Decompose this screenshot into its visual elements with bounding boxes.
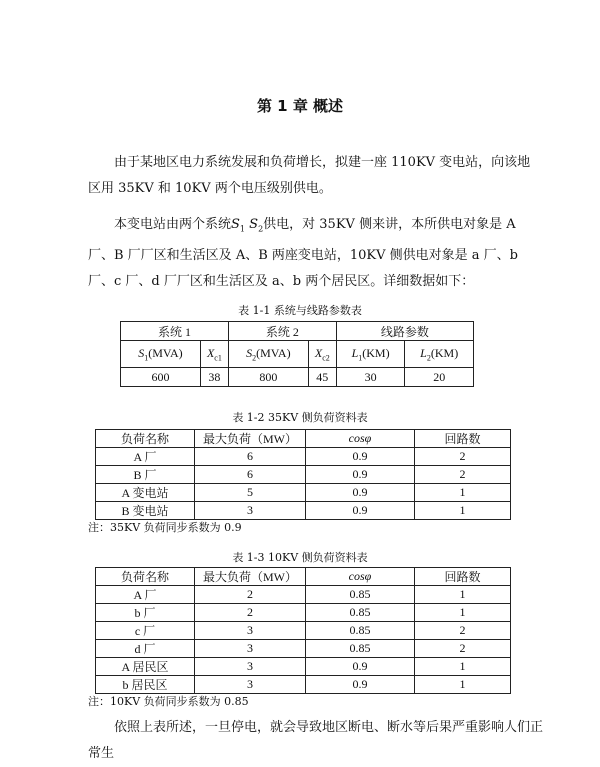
table-10kv-loads: [95, 567, 511, 694]
table-cell: 2: [415, 640, 511, 658]
table-cell: 1: [415, 586, 511, 604]
table1-header-row: [121, 341, 474, 368]
h-sym: S: [246, 345, 253, 360]
table-cell: 0.9: [306, 448, 415, 466]
table-cell: 6: [195, 466, 306, 484]
table-cell: 0.85: [306, 622, 415, 640]
h-sub: 2: [426, 353, 431, 363]
table-row: [96, 640, 511, 658]
table-cell: d 厂: [96, 640, 195, 658]
table-cell: 1: [415, 502, 511, 520]
table3-header: 负荷名称: [96, 568, 195, 586]
table-cell: c 厂: [96, 622, 195, 640]
h-sym: L: [420, 345, 427, 360]
table1-cell: 800: [228, 368, 308, 387]
chapter-title: 第 1 章 概述: [256, 97, 344, 115]
table2-header: 回路数: [415, 430, 511, 448]
paragraph-1-text: 由于某地区电力系统发展和负荷增长，拟建一座 110KV 变电站，向该地区用 35KV 和 10KV 两个电压级别供电。: [88, 155, 531, 196]
table-cell: 3: [195, 658, 306, 676]
table1-header: [121, 341, 201, 368]
p2-s1-symbol: S: [231, 217, 240, 232]
table3-header: 回路数: [415, 568, 511, 586]
table3-body: [96, 586, 511, 694]
h-sub: 1: [358, 353, 363, 363]
table1-header: [228, 341, 308, 368]
table-cell: 0.85: [306, 586, 415, 604]
table-cell: 2: [195, 586, 306, 604]
table-cell: 6: [195, 448, 306, 466]
table-cell: 2: [415, 466, 511, 484]
p2-s2-symbol: S: [249, 217, 259, 232]
h-unit: (KM): [430, 345, 459, 360]
h-unit: (MVA): [148, 345, 183, 360]
table-cell: A 变电站: [96, 484, 195, 502]
table-cell: 3: [195, 676, 306, 694]
h-sym: X: [206, 345, 215, 360]
p2-s1-sub: 1: [239, 224, 246, 234]
table-cell: B 厂: [96, 466, 195, 484]
table2-header: 负荷名称: [96, 430, 195, 448]
table2-body: [96, 448, 511, 520]
table-row: [96, 658, 511, 676]
table-cell: 0.85: [306, 604, 415, 622]
table3-header: 最大负荷（MW）: [195, 568, 306, 586]
table1-header: [200, 341, 228, 368]
table-row: [96, 484, 511, 502]
table2-header: cosφ: [306, 430, 415, 448]
p2-lead: 本变电站由两个系统: [114, 217, 232, 232]
table1-cell: 38: [200, 368, 228, 387]
p2-s2-sub: 2: [258, 224, 264, 234]
table1-header: [405, 341, 474, 368]
paragraph-2: [88, 212, 543, 295]
table2-header-row: [96, 430, 511, 448]
table1-header: [336, 341, 405, 368]
h-sub: 2: [252, 353, 257, 363]
table-row: [96, 586, 511, 604]
h-sub: 1: [144, 353, 149, 363]
table1-caption: 表 1-1 系统与线路参数表: [238, 304, 362, 317]
table1-value-row: [121, 368, 474, 387]
table-cell: 3: [195, 622, 306, 640]
table-cell: A 居民区: [96, 658, 195, 676]
table-35kv-loads: [95, 429, 511, 520]
table-cell: B 变电站: [96, 502, 195, 520]
table-cell: b 居民区: [96, 676, 195, 694]
table2-caption: 表 1-2 35KV 侧负荷资料表: [232, 411, 368, 424]
table-system-line-params: [120, 321, 474, 387]
paragraph-3-text: 依照上表所述，一旦停电，就会导致地区断电、断水等后果严重影响人们正常生: [88, 720, 544, 761]
table1-cell: 30: [336, 368, 405, 387]
table2-header: 最大负荷（MW）: [195, 430, 306, 448]
table1-cell: 45: [308, 368, 336, 387]
table-cell: 0.85: [306, 640, 415, 658]
table-row: [96, 676, 511, 694]
table1-group-2: 系统 2: [228, 322, 336, 341]
h-sub: c2: [322, 353, 330, 363]
table-cell: 5: [195, 484, 306, 502]
table-cell: A 厂: [96, 586, 195, 604]
table-cell: 0.9: [306, 676, 415, 694]
table-cell: 2: [415, 448, 511, 466]
table-row: [96, 502, 511, 520]
paragraph-2-text: [88, 212, 543, 295]
h-sub: c1: [214, 353, 222, 363]
table-row: [96, 622, 511, 640]
table-cell: 1: [415, 676, 511, 694]
table-cell: 3: [195, 640, 306, 658]
table3-header: cosφ: [306, 568, 415, 586]
paragraph-3: [88, 715, 543, 767]
table1-group-1: 系统 1: [121, 322, 229, 341]
h-unit: (MVA): [256, 345, 291, 360]
table2-note: 注：35KV 负荷同步系数为 0.9: [88, 521, 242, 534]
table1-header: [308, 341, 336, 368]
table3-note: 注：10KV 负荷同步系数为 0.85: [88, 695, 249, 708]
table-cell: A 厂: [96, 448, 195, 466]
table-cell: 3: [195, 502, 306, 520]
table1-group-row: [121, 322, 474, 341]
table1-cell: 20: [405, 368, 474, 387]
h-sym: S: [138, 345, 145, 360]
table-row: [96, 448, 511, 466]
table-cell: b 厂: [96, 604, 195, 622]
h-sym: L: [351, 345, 359, 360]
table3-header-row: [96, 568, 511, 586]
h-sym: X: [314, 345, 323, 360]
paragraph-1: [88, 150, 543, 202]
table-cell: 0.9: [306, 484, 415, 502]
table-cell: 0.9: [306, 502, 415, 520]
table-row: [96, 466, 511, 484]
h-unit: (KM): [362, 345, 390, 360]
table-cell: 1: [415, 604, 511, 622]
table-cell: 2: [415, 622, 511, 640]
table-cell: 0.9: [306, 466, 415, 484]
p2-rest: 供电，对 35KV 侧来讲，本所供电对象是 A 厂、B 厂厂区和生活区及 A、B 两座变电站，10KV 侧供电对象是 a 厂、b 厂、c 厂、d 厂厂区和生活区及 a、b 两个居民区。详细数据如下：: [88, 217, 519, 289]
table-cell: 1: [415, 658, 511, 676]
table3-caption: 表 1-3 10KV 侧负荷资料表: [232, 551, 368, 564]
table-cell: 1: [415, 484, 511, 502]
table-cell: 0.9: [306, 658, 415, 676]
table1-group-3: 线路参数: [336, 322, 473, 341]
table-cell: 2: [195, 604, 306, 622]
table1-cell: 600: [121, 368, 201, 387]
table-row: [96, 604, 511, 622]
